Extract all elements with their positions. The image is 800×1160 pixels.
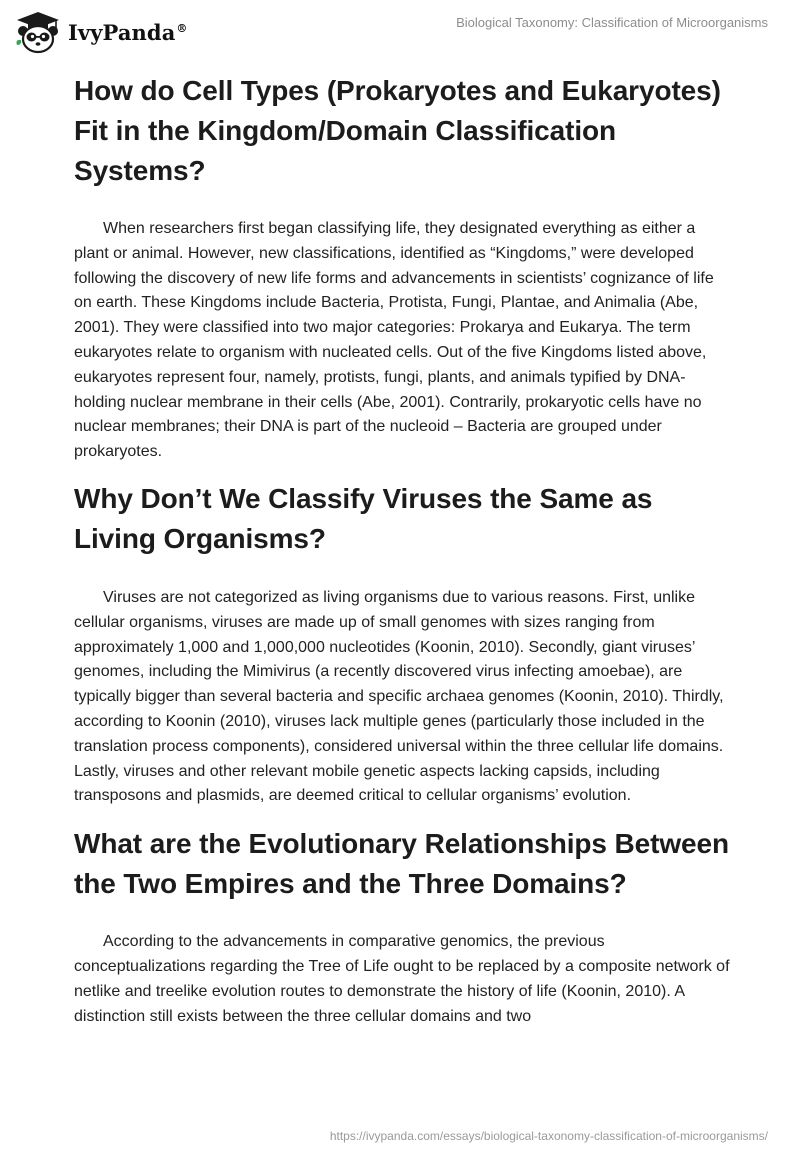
panda-graduate-icon <box>14 9 62 55</box>
section-heading: How do Cell Types (Prokaryotes and Eukaryotes) Fit in the Kingdom/Domain Classification Systems? <box>74 75 721 186</box>
section-heading: Why Don’t We Classify Viruses the Same as Living Organisms? <box>74 482 653 554</box>
document-title: Biological Taxonomy: Classification of Microorganisms <box>456 15 768 30</box>
source-url-link[interactable]: https://ivypanda.com/essays/biological-taxonomy-classification-of-microorganisms/ <box>329 1129 768 1143</box>
ivypanda-logo[interactable] <box>14 9 188 55</box>
section-paragraph: According to the advancements in comparative genomics, the previous conceptualizations regarding the Tree of Life ought to be replaced by a composite network of netlike and treelike evolution routes to demonstrate the history of life (Koonin, 2010). A distinction still exists between the three cellular domains and two <box>74 933 730 1025</box>
section-paragraph: When researchers first began classifying life, they designated everything as either a plant or animal. However, new classifications, identified as “Kingdoms,” were developed following the discovery of new life forms and advancements in scientists’ cognizance of life on earth. These Kingdoms include Bacteria, Protista, Fungi, Plantae, and Animalia (Abe, 2001). They were classified into two major categories: Prokarya and Eukarya. The term eukaryotes relate to organism with nucleated cells. Out of the five Kingdoms listed above, eukaryotes represent four, namely, protists, fungi, plants, and animals typified by DNA-holding nuclear membrane in their cells (Abe, 2001). Contrarily, prokaryotic cells have no nuclear membranes; their DNA is part of the nucleoid – Bacteria are grouped under prokaryotes. <box>74 220 714 461</box>
essay-content <box>74 71 734 1029</box>
section-paragraph: Viruses are not categorized as living organisms due to various reasons. First, unlike cellular organisms, viruses are made up of small genomes with sizes ranging from approximately 1,000 and 1,000,000 nucleotides (Koonin, 2010). Secondly, giant viruses’ genomes, including the Mimivirus (a recently discovered virus infecting amoebae), are typically bigger than several bacteria and specific archaea genomes (Koonin, 2010). Thirdly, according to Koonin (2010), viruses lack multiple genes (particularly those included in the translation process components), considered universal within the three cellular life domains. Lastly, viruses and other relevant mobile genetic aspects lacking capsids, including transposons and plasmids, are deemed critical to cellular organisms’ evolution. <box>74 588 724 805</box>
brand-name: IvyPanda® <box>68 19 188 45</box>
section-heading: What are the Evolutionary Relationships Between the Two Empires and the Three Domains? <box>74 828 729 900</box>
page-header <box>0 0 800 62</box>
